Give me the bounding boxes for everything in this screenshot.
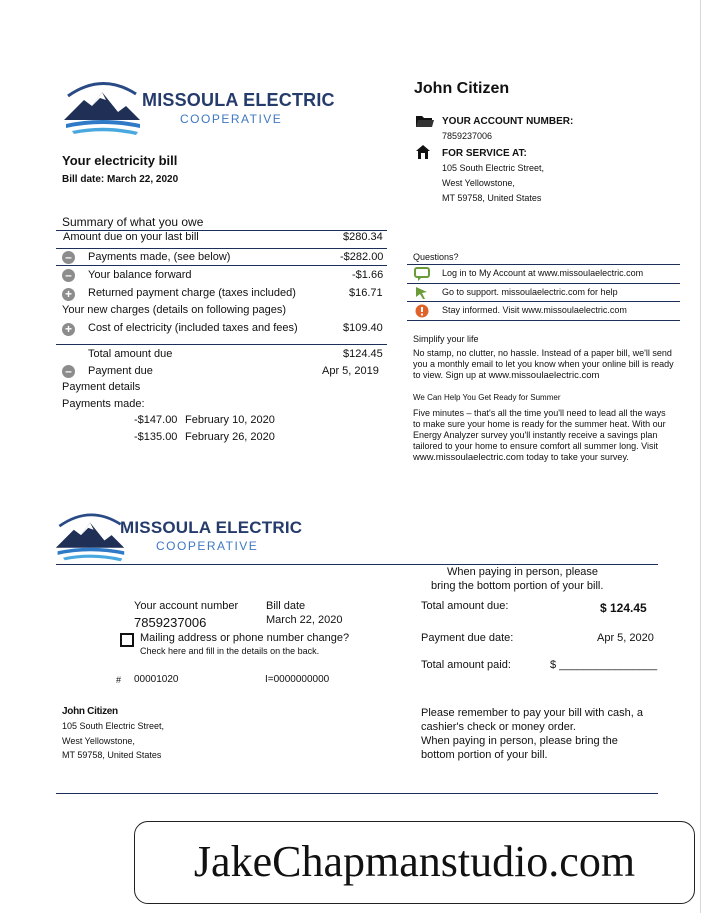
stub-total-due-value: $ 124.45 [600,601,647,615]
returned-payment-value: $16.71 [349,287,383,299]
stub-bill-date-value: March 22, 2020 [266,614,343,626]
account-number-value: 7859237006 [442,131,493,141]
logo-sub-text: COOPERATIVE [156,539,259,553]
alert-icon [415,304,429,318]
stub-address-line3: MT 59758, United States [62,750,162,760]
stub-due-date-label: Payment due date: [421,632,514,644]
stub-customer-name: John Citizen [62,706,118,717]
stub-reference-2: I=0000000000 [265,674,330,685]
minus-circle-icon: – [62,269,75,282]
hash-symbol: # [116,675,122,685]
watermark-text: JakeChapmanstudio.com [193,837,636,886]
remember-line3: When paying in person, please bring the [421,735,618,747]
cost-of-electricity-value: $109.40 [343,322,383,334]
remember-line1: Please remember to pay your bill with cash, a [421,707,643,719]
simplify-title: Simplify your life [413,334,479,344]
plus-circle-icon: + [62,323,75,336]
company-logo [62,76,335,140]
service-address-line3: MT 59758, United States [442,193,542,203]
summary-divider [56,344,387,345]
stub-bottom-divider [56,793,658,794]
mailing-change-label: Mailing address or phone number change? [140,632,350,644]
balance-forward-value: -$1.66 [352,269,384,281]
cursor-icon [415,286,429,300]
mountain-logo-icon [54,508,126,564]
stub-paid-field[interactable]: $ ________________ [550,659,658,671]
service-label: FOR SERVICE AT: [442,148,527,159]
stub-address-line2: West Yellowstone, [62,736,135,746]
stub-address-line1: 105 South Electric Street, [62,721,165,731]
logo-main-text: MISSOULA ELECTRIC [142,90,335,110]
returned-payment-label: Returned payment charge (taxes included) [88,287,296,299]
summary-title: Summary of what you owe [62,215,204,229]
summer-link[interactable]: www.missoulaelectric.com [413,452,524,463]
payment-date: February 26, 2020 [185,431,275,443]
bill-title: Your electricity bill [62,153,178,168]
summer-title: We Can Help You Get Ready for Summer [413,393,561,402]
mountain-logo-icon [62,76,142,138]
stub-top-divider [56,564,658,565]
minus-circle-icon: – [62,251,75,264]
watermark-box [134,821,695,904]
stub-paid-label: Total amount paid: [421,659,511,671]
payment-amount: -$135.00 [134,431,178,443]
summary-divider [56,248,387,249]
chat-icon [414,267,430,281]
minus-circle-icon: – [62,365,75,378]
summer-paragraph [413,408,675,463]
simplify-body: No stamp, no clutter, no hassle. Instead of a paper bill, we'll send you a monthly email to let you know when your online bill is ready to view. Sign up at [413,348,674,380]
stub-due-date-value: Apr 5, 2020 [597,632,654,644]
mailing-change-sub: Check here and fill in the details on the back. [140,646,320,656]
payment-due-label: Payment due [88,365,153,377]
last-bill-value: $280.34 [343,231,383,243]
logo-sub-text: COOPERATIVE [180,112,283,126]
payments-made-value: -$282.00 [340,251,384,263]
logo-main-text: MISSOULA ELECTRIC [120,518,303,537]
questions-divider [407,301,680,302]
payment-amount: -$147.00 [134,414,178,426]
payment-due-value: Apr 5, 2019 [322,365,379,377]
stub-reference-1: 00001020 [134,674,179,685]
stub-account-number: 7859237006 [134,615,207,630]
address-change-checkbox[interactable] [120,633,134,647]
simplify-paragraph [413,348,675,381]
questions-divider [407,320,680,321]
plus-circle-icon: + [62,288,75,301]
stub-bill-date-label: Bill date [266,600,306,612]
remember-line2: cashier's check or money order. [421,721,576,733]
new-charges-label: Your new charges (details on following pages) [62,304,287,316]
account-number-label: YOUR ACCOUNT NUMBER: [442,116,574,127]
in-person-line2: bring the bottom portion of your bill. [431,580,604,592]
payments-made-label: Payments made, (see below) [88,251,231,263]
payments-made-heading: Payments made: [62,398,145,410]
in-person-line1: When paying in person, please [447,566,599,578]
remember-line4: bottom portion of your bill. [421,749,548,761]
stub-account-label: Your account number [134,600,239,612]
folder-icon [416,114,434,128]
balance-forward-label: Your balance forward [88,269,192,281]
customer-name: John Citizen [414,80,510,97]
summer-tail: today to take your survey. [526,452,629,462]
questions-divider [407,264,680,265]
questions-title: Questions? [413,252,459,262]
stay-informed-link[interactable]: Stay informed. Visit www.missoulaelectric.com [442,305,627,315]
stub-total-due-label: Total amount due: [421,600,509,612]
total-amount-due-value: $124.45 [343,348,383,360]
last-bill-label: Amount due on your last bill [63,231,199,243]
company-logo-stub [54,508,314,568]
login-link[interactable]: Log in to My Account at www.missoulaelectric.com [442,268,644,278]
payment-details-label: Payment details [62,381,141,393]
cost-of-electricity-label: Cost of electricity (included taxes and fees) [88,322,298,334]
total-amount-due-label: Total amount due [88,348,173,360]
page-edge [700,0,701,913]
service-address-line2: West Yellowstone, [442,178,515,188]
questions-divider [407,283,680,284]
house-icon [416,145,430,159]
simplify-link[interactable]: www.missoulaelectric.com [488,370,600,381]
payment-date: February 10, 2020 [185,414,275,426]
summer-body: Five minutes – that's all the time you'll need to lead all the ways to make sure your home is ready for the summer heat. With our Energy Analyzer survey you'll instantly receive a savings plan tailored to your home to ensure comfort all summer long. Visit [413,408,666,451]
support-link[interactable]: Go to support. missoulaelectric.com for help [442,287,618,297]
service-address-line1: 105 South Electric Street, [442,163,545,173]
summary-divider [56,265,387,266]
bill-date: Bill date: March 22, 2020 [62,174,179,185]
